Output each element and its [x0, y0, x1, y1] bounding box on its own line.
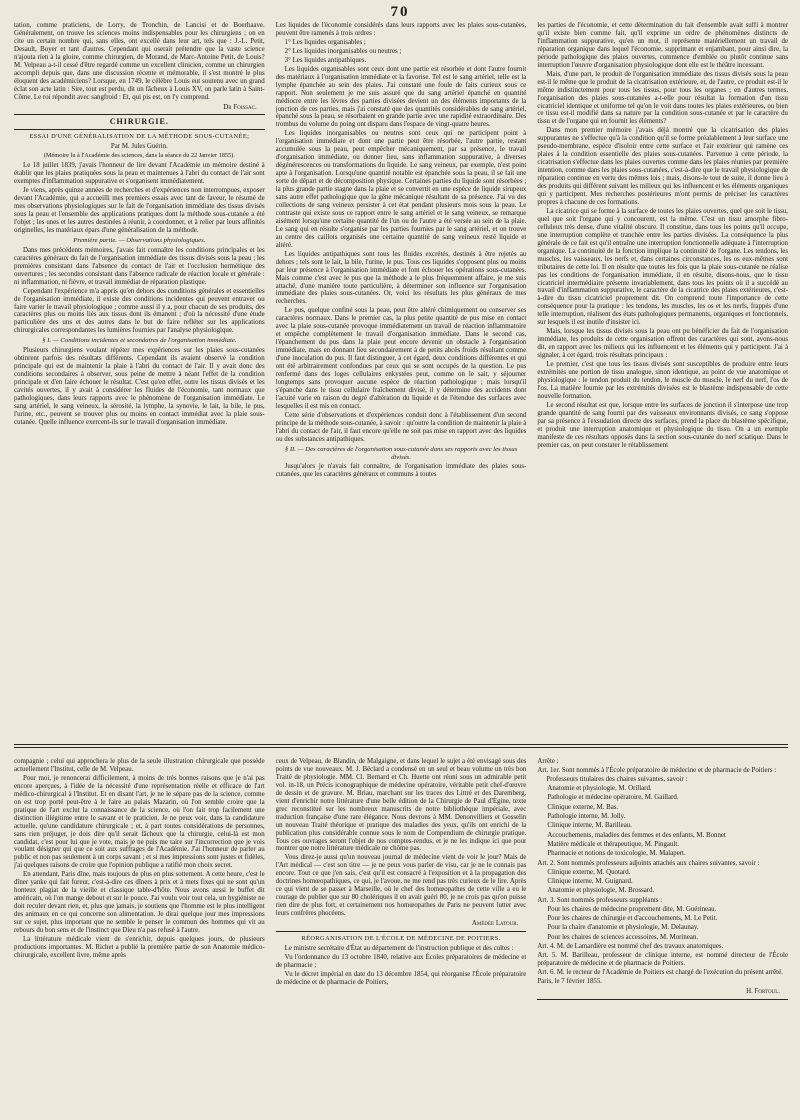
- list-item: Accouchements, maladies des femmes et des enfants, M. Bonnet: [547, 831, 726, 839]
- list-item: Anatomie et physiologie, M. Orillard.: [547, 784, 652, 792]
- column-top-3: [537, 22, 788, 738]
- paragraph: compagnie ; celui qui approchera le plus de la seule illustration chirurgicale que possède actuellement l'Institut, celle de M. Velpeau.: [14, 758, 265, 773]
- paragraph: Art. 6. M. le recteur de l'Académie de Poitiers est chargé de l'exécution du présent arrêté.: [537, 968, 783, 976]
- paragraph: Le pus, quelque confiné sous la peau, peut être altéré chimiquement ou conserver ses caractères normaux. Dans le premier cas, la plus petite quantité de pus mise en contact avec la plaie sous-cutanée provoque immédiatement un travail de réaction inflammatoire et empêche complètement le travail d'organisation immédiate. Dans le second cas, l'épanchement du pus dans la plaie peut encore devenir un obstacle à l'organisation immédiate, mais en donnant lieu secondairement à de petits abcès froids résultant comme d'une inoculation du pus. Il faut distinguer, à cet égard, deux conditions différentes et qui ont été arbitrairement confondues par ceux qui se sont occupés de la question. Le pus renfermé dans des loges cellulaires enkystées peut, comme on le sait, y séjourner longtemps sans provoquer aucune espèce de réaction pathologique ; mais lorsqu'il s'épanche dans le tissu cellulaire fraîchement divisé, il y détermine des accidents dont l'acuité varie en raison du degré d'altération du liquide et de l'étendue des surfaces avec lesquelles il est mis en contact.: [275, 307, 527, 410]
- list-item: Clinique interne, M. Guignard.: [547, 877, 633, 885]
- appointment-list: [537, 869, 788, 896]
- paragraph: Le 18 juillet 1839, j'avais l'honneur de lire devant l'Académie un mémoire destiné à établir que les plaies pratiquées sous la peau et maintenues à l'abri du contact de l'air sont exemptes d'inflammation suppurative et s'organisent immédiatement.: [14, 162, 265, 186]
- list-item: Pour les chaires de sciences accessoires, M. Morinean.: [547, 933, 699, 941]
- rule-line: [537, 999, 788, 1000]
- list-item: Pathologie et médecine opératoire, M. Gaillard.: [547, 794, 679, 802]
- list-item: Matière médicale et thérapeutique, M. Pingault.: [547, 840, 679, 848]
- paragraph: tation, comme praticiens, de Lorry, de Tronchin, de Lancisi et de Boerhaave. Généralement, on trouve les sciences moins indispensables pour les chirurgiens ; on en cite un certain nombre qui, sans elles, ont excellé dans leur art, tels que : J.-L. Petit, Desault, Boyer et tant d'autres. Cependant qui oserait prétendre que la vaste science n'ajouta rien à la gloire, comme chirurgien, de Morand, de Marc-Antoine Petit, de Louis? M. Velpeau a-t-il cessé d'être regardé comme un excellent clinicien, comme un chirurgien accompli depuis que, dans une discussion récente et mémorable, il s'est montré le plus éloquent des académiciens? Lorsque, en 1749, le célèbre Louis eut soutenu avec un grand éclat son acte latin : Sire, tout est perdu, dit un fâcheux à Louis XV, on parle latin à Saint-Côme. Le roi répondit avec sangfroid : Et, qui pis est, on l'y comprend.: [14, 22, 265, 101]
- paragraph: Le ministre secrétaire d'État au département de l'instruction publique et des cultes :: [284, 944, 514, 952]
- subsection-title: § I. — Conditions incidentes et secondaires de l'organisation immédiate.: [42, 337, 237, 345]
- list-item: Pour les chaires de médecine proprement dite, M. Guérineau.: [547, 905, 717, 913]
- list-item: Clinique externe, M. Bas.: [547, 803, 619, 811]
- paragraph: ceux de Velpeau, de Blandin, de Malgaigne, et dans lequel le sujet a été envisagé sous des points de vue nouveaux. M. J. Béclard a condensé en un seul et beau volume un très bon Traité de physiologie. MM. Cl. Bernard et Ch. Huette ont réuni sous un admirable petit vol. in-18, un Précis iconographique de médecine opératoire, véritable petit chef-d'œuvre de dessin et de gravure. M. Briau, marchant sur les traces des Littré et des Daremberg, vient d'enrichir notre littérature d'une belle édition de la Chirurgie de Paul d'Égine, texte grec reconstitué sur les nombreux manuscrits de notre bibliothèque impériale, avec traduction française d'une rare élégance. Nous devrons à MM. Denonvilliers et Gosselin un nouveau Traité théorique et pratique des maladies des yeux, qu'ils ont enrichi de la publication plus considérable connue sous le nom de Compendium de chirurgie pratique. Tous ces ouvrages seront l'objet de nos comptes-rendus, et je ne les indique ici que pour montrer que notre littérature médicale ne chôme pas.: [275, 758, 527, 853]
- signature: Dr Foissac.: [223, 103, 257, 111]
- rule-line: [276, 931, 527, 932]
- article-title: ESSAI D'UNE GÉNÉRALISATION DE LA MÉTHODE SOUS-CUTANÉE;: [29, 133, 250, 141]
- paragraph: Arrête :: [537, 758, 559, 765]
- list-item: Clinique interne, M. Barilleau.: [547, 822, 632, 830]
- byline: Par M. Jules Guérin.: [110, 143, 168, 151]
- subsection-title: Première partie. — Observations physiologiques.: [73, 236, 206, 244]
- list-item: Pour la chaire d'anatomie et physiologie, M. Delaunay.: [547, 924, 699, 932]
- list-item: Pharmacie et notions de toxicologie, M. Malapert.: [547, 850, 686, 858]
- list-item: Pathologie interne, M. Jolly.: [547, 812, 626, 820]
- rule-line: [14, 129, 265, 130]
- paragraph: La littérature médicale vient de s'enrichir, depuis quelques jours, de plusieurs productions importantes. M. Richet a publié la première partie de son Anatomie médico-chirurgicale, excellent livre, même après: [14, 935, 265, 959]
- paragraph: les parties de l'économie, et cette détermination du fait d'ensemble avait suffi à montrer qu'il existe bien comme fait, qu'il exprime un ordre de phénomènes distincts de l'inflammation suppurative, qu'en un mot, il représente matériellement un travail de réparation organique dans lequel l'économie, supprimant et enjambant, pour ainsi dire, la période pathologique des plaies ouvertes, commence d'emblée ou plutôt continue sans interruption l'œuvre d'organisation physiologique dont elle est le théâtre incessant.: [537, 22, 788, 69]
- article-note: (Mémoire lu à l'Académie des sciences, dans la séance du 22 Janvier 1855).: [43, 152, 235, 160]
- section-heading: CHIRURGIE.: [109, 117, 169, 127]
- section-divider-double: [14, 747, 788, 748]
- signature: H. Fortoul.: [746, 987, 781, 995]
- paragraph: Dans mes précédents mémoires, j'avais fait connaître les conditions principales et les caractères généraux du fait de l'organisation immédiate des tissus divisés sous la peau ; les premières consistant dans l'absence du contact de l'air et l'occlusion hermétique des ouvertures ; les secondes consistant dans l'absence radicale de réaction locale et générale : ni inflammation, ni fièvre, et travail immédiat de réparation plastique.: [14, 246, 265, 286]
- appointment-list: [537, 906, 788, 942]
- paragraph: La cicatrice qui se forme à la surface de toutes les plaies ouvertes, quel que soit le tissu, quel que soit l'organe qui y concourent, est la même. C'est un tissu amorphe fibro-celluleux très dense, d'une vitalité obscure. Il constitue, dans tous les points qu'il occupe, une interruption complète et tranchée entre les parties divisées. La conséquence la plus générale de ce fait est qu'il entraîne une interruption fonctionnelle adéquate à l'interruption organique. La continuité de la fonction implique la continuité de l'organe. Les tendons, les muscles, les vaisseaux, les nerfs et, dans certaines circonstances, les os eux-mêmes sont tributaires de cette loi. Il en résulte que toutes les fois que la plaie sous-cutanée ne réalise pas les conditions de l'organisation immédiate, il en résulte, disons-nous, que le tissu cicatriciel intermédiaire présente invariablement, dans tous les points où il a succédé au travail d'inflammation suppurative, le caractère de la cicatrice des plaies extérieures, c'est-à-dire du tissu cicatriciel proprement dit. On comprend toute l'importance de cette conséquence pour la pratique : les tendons, les muscles, les os et les nerfs, frappés d'une telle interruption, réalisent des états pathologiques permanents, organiques et fonctionnels, sur lesquels il est inutile d'insister ici.: [537, 207, 788, 327]
- list-item: Pour les chaires de chirurgie et d'accouchements, M. Le Petit.: [547, 914, 718, 922]
- paragraph: Mais, lorsque les tissus divisés sous la peau ont pu bénéficier du fait de l'organisation immédiate, les produits de cette organisation offrent des caractères qui sont, avons-nous dit, en rapport avec les milieux qui les influencent et les éléments qui y participent. J'ai à signaler, à cet égard, trois résultats principaux :: [537, 328, 788, 360]
- paragraph: Vous direz-je aussi qu'un nouveau journal de médecine vient de voir le jour? Mais de l'Art médical — c'est son titre — je ne peux vous parler de visu, car je ne le connais pas encore. Tout ce que j'en sais, c'est qu'il est consacré à l'exposition et à la propagation des doctrines homœopathiques, ce qui, je l'avoue, ne me rend pas très curieux de le lire. Après ce qui vient de se passer à Marseille, où le chef des homœopathes de cette ville a eu le courage de publier que sur 80 cholériques il en avait guéri 80, je ne crois pas qu'on puisse rien dire de plus fort, et certainement nos homœopathes de Paris ne peuvent lutter avec leurs confrères phocéens.: [275, 854, 527, 918]
- column-top-2: [276, 22, 527, 738]
- rule-line: [14, 114, 265, 115]
- paragraph: Les liquides antipathiques sont tous les fluides excrétés, destinés à être rejetés au dehors ; tels sont le lait, la bile, l'urine, le pus. Tous ces liquides s'opposent plus ou moins par leur présence à l'organisation immédiate et font échouer les opérations sous-cutanées. Mais comme c'est avec le pus que la méthode a le plus fréquemment affaire, je me suis attaché, d'une manière toute particulière, à déterminer son influence sur l'organisation immédiate des plaies sous-cutanées. Or, voici les résultats les plus généraux de mes recherches.: [275, 250, 527, 306]
- section-divider: [14, 744, 788, 745]
- paragraph: 3° Les liquides antipathiques.: [284, 56, 367, 64]
- column-top-1: [14, 22, 265, 738]
- column-bottom-1: [14, 758, 265, 1113]
- paragraph: Pour moi, je renoncerai difficilement, à moins de très bonnes raisons que je n'ai pas encore aperçues, à l'idée de la nécessité d'une représentation réelle et efficace de l'art médico-chirurgical à l'Institut. Et en disant l'art, je ne le sépare pas de la science, comme on est trop porté peut-être à le faire au palais Mazarin, où l'on semble croire que la pratique de l'art exclut la connaissance de la science, où l'on fait trop facilement une distinction illégitime entre le savant et le praticien. Je ne peux voir, dans la candidature actuelle, qu'une candidature chirurgicale ; et, à part toutes considérations de personnes, sans rien préjuger, je dois dire qu'il serait fâcheux que la chirurgie, celui-là est mon candidat, c'est pour lui que je vote, mais je ne puis me taire sur l'incorrection que je vois voulant désigner qui que ce soit aux suffrages de l'Académie. J'ai l'honneur de parler au public et non pas seulement à un corps savant ; et si mes impressions sont justes et fidèles, j'ai quelques raisons de croire que l'opinion publique a ratifié mon choix secret.: [14, 774, 265, 870]
- page-number: 70: [390, 4, 410, 20]
- paragraph: Plusieurs chirurgiens voulant répéter mes expériences sur les plaies sous-cutanées obtinrent parfois des résultats différents. Cependant ils avaient observé la condition principale qui est de maintenir la plaie à l'abri du contact de l'air. Il y avait donc des conditions secondaires à observer, sous peine de mettre à néant l'effet de la condition principale et d'en faire échouer le résultat. C'est qu'en effet, outre les tissus divisés et les cavités ouvertes, il y avait à considérer les fluides de l'économie, tant normaux que pathologiques, dans leurs rapports avec le phénomène de l'organisation immédiate. Le sang artériel, le sang veineux, la sérosité, la lymphe, la synovie, le lait, la bile, le pus, l'urine, etc., peuvent se trouver plus ou moins en contact immédiat avec la plaie sous-cutanée. Quelle influence exercent-ils sur le travail d'organisation immédiate.: [14, 347, 265, 426]
- paragraph: Art. 5. M. Barilleau, professeur de clinique interne, est nommé directeur de l'École préparatoire de médecine et de pharmacie de Poitiers.: [537, 951, 788, 967]
- appointment-list: [537, 785, 788, 858]
- paragraph: Cette série d'observations et d'expériences conduit donc à l'établissement d'un second principe de la méthode sous-cutanée, à savoir : qu'outre la condition de maintenir la plaie à l'abri du contact de l'air, il faut encore qu'elle ne soit pas mise en rapport avec des liquides ou des substances antipathiques.: [275, 411, 527, 443]
- bottom-section: [14, 758, 788, 1113]
- list-item: Anatomie et physiologie, M. Brossard.: [547, 887, 655, 895]
- paragraph: Le premier, c'est que tous les tissus divisés sont susceptibles de produire entre leurs extrémités une portion de tissu analogue, sinon identique, au point de vue anatomique et physiologique : le tendon produit du tendon, le muscle du muscle, le nerf du nerf, l'os de l'os. La matière fournie par les extrémités divisées est le blastème indispensable de cette nouvelle formation.: [537, 361, 788, 400]
- paragraph: Art. 1er. Sont nommés à l'École préparatoire de médecine et de pharmacie de Poitiers :: [537, 766, 777, 774]
- top-section: [14, 22, 788, 738]
- paragraph: En attendant, Paris dîne, mais toujours de plus en plus sottement. A cette heure, c'est le dîner yanke qui fait fureur, c'est-à-dire ces dîners à prix et à mets fixes qui ne sont qu'un honteux plagiat de la vieille et classique table-d'hôte. Nous avons aussi le buffet dit américain, où l'on mange debout et sur le pouce. J'ai voulu voir tout cela, un hygiéniste ne doit reculer devant rien, et, plus que jamais, je soutiens que l'homme est le plus intelligent des animaux en ce qui concerne son alimentation. Je dirai quelque jour mes impressions sur ce sujet, plus important que ne semble le penser le commun des hommes qui vit au rebours du bon sens et de l'instinct que Dieu n'a pas refusé à l'autre.: [14, 871, 265, 935]
- paragraph: Vu l'ordonnance du 13 octobre 1840, relative aux Écoles préparatoires de médecine et de pharmacie ;: [275, 953, 527, 969]
- paragraph: Le second résultat est que, lorsque entre les surfaces de jonction il s'interpose une trop grande quantité de sang fourni par des vaisseaux environnants divisés, ce sang s'oppose par sa présence à l'exsudation directe des surfaces, prend la place du blastème spécifique, et produit une interruption anatomique et physiologique du tissu. On a un exemple manifeste de ces résultats opposés dans la section sous-cutanée du nerf sciatique. Dans le premier cas, on peut constater le rétablissement: [537, 401, 788, 449]
- paragraph: Dans mon premier mémoire j'avais déjà montré que la cicatrisation des plaies suppurantes ne s'effectue qu'à la condition qu'il se forme préalablement à leur surface une pseudo-membrane, espèce d'isoloir entre cette surface et l'air extérieur qui ramène ces plaies à la condition essentielle des plaies sous-cutanées. Parvenue à cette période, la cicatrisation s'effectue dans les plaies ouvertes comme dans les plaies réunies par première intention, comme dans les plaies sous-cutanées, c'est-à-dire que le travail physiologique de réparation continue en vertu des mêmes lois ; mais, disons-le tout de suite, il donne lieu à des produits qui diffèrent suivant les milieux qui les influencent et les éléments organiques qui y participent. Mes recherches postérieures m'ont permis de préciser les caractères propres à chacune de ces formations.: [537, 127, 788, 206]
- paragraph: Professeurs titulaires des chaires suivantes, savoir :: [546, 775, 688, 783]
- paragraph: Paris, le 7 février 1855.: [537, 977, 603, 985]
- paragraph: 1° Les liquides organisables ;: [284, 38, 366, 46]
- paragraph: Mais, d'une part, le produit de l'organisation immédiate des tissus divisés sous la peau est-il le même que le produit de la cicatrisation extérieure, et, de l'autre, ce produit est-il le même indistinctement pour tous les tissus, pour tous les organes ; en d'autres termes, l'organisation des plaies sous-cutanées a-t-elle pour résultat la formation d'un tissu cicatriciel identique et uniforme tel qu'on le voit dans toutes les plaies extérieures, ou bien ce tissu est-il modifié dans sa nature par la condition sous-cutanée et par le caractère du tissu et de l'organe qui en fournit les éléments?: [537, 70, 788, 126]
- paragraph: Art. 3. Sont nommés professeurs suppléants :: [537, 896, 663, 904]
- paragraph: Les liquides de l'économie considérés dans leurs rapports avec les plaies sous-cutanées, peuvent être ramenés à trois ordres :: [275, 22, 527, 37]
- column-bottom-2: [276, 758, 527, 1113]
- paragraph: Art. 4. M. de Lamardière est nommé chef des travaux anatomiques.: [537, 942, 724, 950]
- column-bottom-3: [537, 758, 788, 1113]
- paragraph: Cependant l'expérience m'a appris qu'en dehors des conditions générales et essentielles de l'organisation immédiate, il existe des conditions incidentes qui peuvent entraver ou faire varier le travail physiologique ; comme aussi il y a, pour chacun de ses produits, des caractères plus ou moins liés aux tissus dont ils émanent ; d'où la nécessité d'une étude particulière des uns et des autres dans le but de faire refléter sur les applications chirurgicales correspondantes les lumières fournies par l'analyse physiologique.: [14, 287, 265, 335]
- article-title: RÉORGANISATION DE L'ÉCOLE DE MÉDECINE DE POITIERS.: [301, 935, 501, 943]
- signature: Amédée Latour.: [471, 920, 519, 928]
- paragraph: Vu le décret impérial en date du 13 décembre 1854, qui réorganise l'École préparatoire de médecine et de pharmacie de Poitiers,: [275, 970, 527, 986]
- subsection-title: § II. — Des caractères de l'organisation sous-cutanée dans ses rapports avec les tissus divisés.: [284, 445, 518, 461]
- paragraph: Les liquides organisables sont ceux dont une partie est résorbée et dont l'autre fournit des matériaux à l'organisation immédiate et la favorise. Tel est le sang artériel, telle est la lymphe épanchée au sein des plaies. J'ai constaté une foule de faits curieux sous ce rapport. Non seulement je me suis assuré que du sang artériel épanché en quantité médiocre entre les lèvres des parties divisées devient un des éléments importants de la jonction de ces parties, mais j'ai constaté que des quantités considérables de sang artériel, épanché sous la peau, se résorbaient en grande partie avec une rapidité extraordinaire. Des trombus du volume du poing ont disparu dans l'espace de vingt-quatre heures.: [275, 65, 527, 129]
- list-item: Clinique externe, M. Quotard.: [547, 868, 631, 876]
- paragraph: Les liquides inorganisables ou neutres sont ceux qui ne participent point à l'organisation immédiate et dont une partie peut être résorbée, l'autre partie, restant accumulée sous la peau, peut empêcher mécaniquement, par sa présence, le travail d'organisation immédiate, ou donner lieu, sans inflammation suppurative, à diverses dégénérescences ou transformations du liquide. Le sang veineux, par exemple, n'est point apte à l'organisation. Lorsqu'une quantité notable est épanchée sous la peau, il se fait une sorte de départ et de décomposition physique. Certaines parties du liquide sont résorbées ; la plus grande partie stagne dans la plaie et se convertit en une espèce de liquide sirupeux sans autre effet pathologique que la gêne mécanique résultant de sa présence. J'ai vu des collections de sang veineux persister à cet état pendant plusieurs mois sous la peau. Le contraste qui existe sous ce rapport entre le sang artériel et le sang veineux, se remarque aisément lorsqu'une certaine quantité de l'un ou de l'autre a été versée au sein de la plaie. Le sang qui en résulte s'organise par les parties fournies par le sang artériel, et on trouve au centre des caillots organisés une certaine quantité de sang veineux resté liquide et altéré.: [275, 130, 527, 249]
- paragraph: Art. 2. Sont nommés professeurs adjoints attachés aux chaires suivantes, savoir :: [537, 859, 760, 867]
- paragraph: Jusqu'alors je n'avais fait connaître, de l'organisation immédiate des plaies sous-cutanées, que les caractères généraux et communs à toutes: [275, 463, 527, 479]
- paragraph: Je viens, après quinze années de recherches et d'expériences non interrompues, exposer devant l'Académie, qui a accueilli mes premiers essais avec tant de faveur, le résumé de mes observations physiologiques sur le fait de l'organisation immédiate des tissus divisés sous la peau et l'ensemble des applications pratiques dont la méthode sous-cutanée a été l'objet ; les unes et les autres destinées à réunir, à coordonner, et à relier par leurs affinités originelles, les matériaux épars d'une généralisation de la méthode.: [14, 187, 265, 234]
- paragraph: 2° Les liquides inorganisables ou neutres ;: [284, 47, 402, 55]
